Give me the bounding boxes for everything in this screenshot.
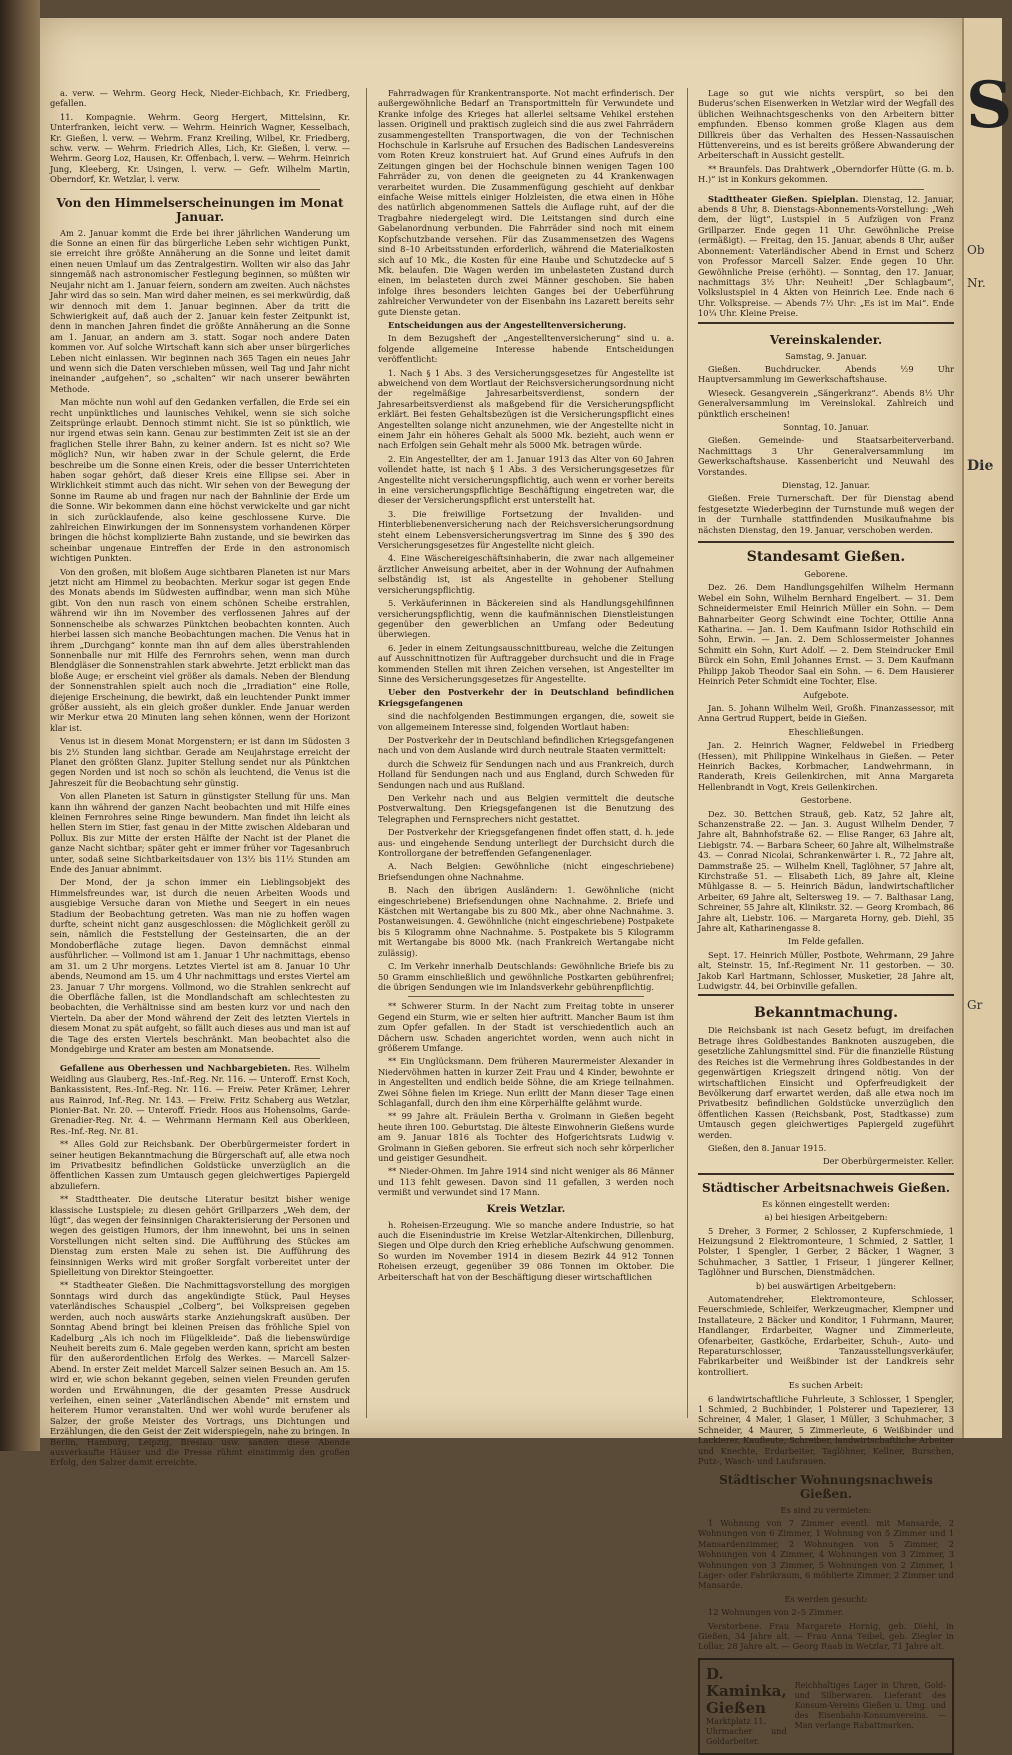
news-item: ** Stadtheater Gießen. Die Nachmittagsvorstellung des morgigen Sonntags wird durch das angekündigte Stück, Paul Heyses vaterländisches Schauspiel „Colberg“, bei Volkspreisen gegeben werden, auch noch auswärts starke Anziehungskraft ausüben. Der Sonntag Abend bringt bei kleinen Preisen das fröhliche Spiel von Kadelburg „Als ich noch im Flügelkleide“. Daß die liebenswürdige Neuheit bereits zum 6. Male gegeben werden kann, spricht am besten für den außerordentlichen Erfolg des Werkes. — Marcell Salzer-Abend. In erster Zeit meldet Marcell Salzer seinen Besuch an. Am 15. wird er, wie schon bekannt gegeben, seinen vielen Freunden gerufen worden und Erwähnungen, die der gesamten Presse Ausdruck verleihen, einen seiner „Vaterländischen Abende“ mit ernstem und heiterem Humor veranstalten. Und wer wohl wurde berufener als Salzer, der große Meister des Vortrags, uns Dichtungen und Erzählungen, die den Geist der Zeit widerspiegeln, nahe zu bringen. In Berlin, Hamburg, Leipzig, Breslau usw. sanden diese Abende ausverkaufte Häuser und die Presse rühmt einstimmig den großen Erfolg, den Salzer damit erreichte. [50,1280,350,1468]
article-headline: Von den Himmelserscheinungen im Monat Januar. [56,195,344,224]
advertisement [698,1658,954,1755]
adjacent-page-fragment: Ob [967,243,985,257]
news-item: Lage so gut wie nichts verspürt, so bei den Buderus’schen Eisenwerken in Wetzlar wird der Wegfall des üblichen Weihnachtsgeschenks von den Arbeitern bitter empfunden. Ebenso kommen große Klagen aus dem Dillkreis über das Verhalten des Hessen-Nassauischen Hüttenvereins, und es ist bereits größere Abwanderung der Arbeiterschaft in Aussicht gestellt. [698,88,954,161]
article-paragraph: Der Postverkehr der Kriegsgefangenen findet offen statt, d. h. jede aus- und eingehende Sendung unterliegt der Durchsicht durch die Kontrollorgane der betreffenden Gefangenenlager. [378,827,674,859]
news-item: ** Ein Unglücksmann. Dem früheren Maurermeister Alexander in Niedervöhmen hatten in kurzer Zeit Frau und 4 Kinder, bewohnte er in Angestellten und endlich beide Söhne, die am Kriege teilnahmen. Zwei Söhne fielen im Kriege. Nun erlitt der Mann dieser Tage einen Schlaganfall, durch den ihm eine Körperhälfte gelähmt wurde. [378,1056,674,1108]
news-item: ** Schwerer Sturm. In der Nacht zum Freitag tobte in unserer Gegend ein Sturm, wie er selten hier auftritt. Mancher Baum ist ihm zum Opfer gefallen. In der Stadt ist verschiedentlich auch an Dächern usw. Schaden angerichtet worden, wenn auch nicht in größerem Umfange. [378,1001,674,1053]
announcement-date: Gießen, den 8. Januar 1915. [708,1142,827,1153]
subheading: Es können eingestellt werden: [762,1198,890,1209]
article-paragraph: Man möchte nun wohl auf den Gedanken verfallen, die Erde sei ein recht unpünktliches und launisches Vehikel, wenn sie sich solche Zeitsprünge erlaubt. Dennoch stimmt nicht. Sie ist so pünktlich, wie nur irgend etwas sein kann. Genau zur bestimmten Zeit ist sie an der fraglichen Stelle ihrer Bahn, zu keiner andern. Ist es nicht so? Wie möglich? Nun, wir haben zwar in der Schule gelernt, die Erde beschreibe um die Sonne einen Kreis, oder die besser Unterrichteten haben sogar gehört, daß dieser Kreis eine Ellipse sei. Aber in Wirklichkeit stimmt auch das nicht. Wir sehen von der Bewegung der Sonne im Raume ab und fragen nur nach der Bahnlinie der Erde um die Sonne. Wir bekommen dann eine höchst verwickelte und gar nicht in sich zurücklaufende, also keine geschlossene Kurve. Die zahlreichen Einwirkungen der im Sonnensystem vorhandenen Körper bringen die höchst komplizierte Bahn zustande, und sie bewirken das scheinbar ungenaue Eintreffen der Erde in den astronomisch wichtigen Punkten. [50,397,350,564]
column-rule [366,88,367,1418]
section-headline: Standesamt Gießen. [746,549,906,566]
announcement-signature: Der Oberbürgermeister. Keller. [822,1156,954,1167]
registry-entry: Jan. 5. Johann Wilhelm Weil, Großh. Finanzassessor, mit Anna Gertrud Ruppert, beide in Gießen. [698,702,954,724]
book-binding [0,0,40,1451]
divider [728,189,924,190]
subheading: Es suchen Arbeit: [788,1380,864,1391]
article-paragraph: C. Im Verkehr innerhalb Deutschlands: Gewöhnliche Briefe bis zu 50 Gramm einschließlich und gewöhnliche Postkarten gebührenfrei; die übrigen Sendungen wie im Inlandsverkehr gebührenpflichtig. [378,961,674,992]
news-item: ** Stadttheater. Die deutsche Literatur besitzt bisher wenige klassische Lustspiele; zu diesen gehört Grillparzers „Weh dem, der lügt“, das wegen der feinsinnigen Charakterisierung der Personen und wegen des geistigen Humors, der ihm innewohnt, bei uns in seinen Vorstellungen nicht selten sind. Die Aufführung des Stückes am Dienstag zum ersten Male zu sehen ist. Die Aufführung des feinsinnigen Werks wird mit großer Sorgfalt vorbereitet unter der Spielleitung von Direktor Steingoetter. [50,1194,350,1278]
listing-text: Automatendreher, Elektromonteure, Schlosser, Feuerschmiede, Schleifer, Werkzeugmacher, Klempner und Installateure, 2 Bäcker und Konditor, 1 Fuhrmann, Maurer, Handlanger, Erdarbeiter, Wagner und Zimmerleute, Ofenarbeiter, Gastköche, Erdarbeiter, Schuh-, Auto- und Reparaturschlosser, Tanzausstellungsverkäufer, Fabrikarbeiter und Weißbinder ist der Landkreis sehr kontrolliert. [698,1294,954,1377]
adjacent-page-edge [962,18,1012,1438]
news-item: ** Alles Gold zur Reichsbank. Der Oberbürgermeister fordert in seiner heutigen Bekanntmachung die Bürgerschaft auf, alle etwa noch im Privatbesitz befindlichen Goldstücke unverzüglich an die öffentlichen Kassen zum Umtausch gegen gleichwertiges Papiergeld abzuliefern. [50,1139,350,1191]
registry-entry: Dez. 26. Dem Handlungsgehilfen Wilhelm Hermann Webel ein Sohn, Wilhelm Bernhard Engelbert. — 31. Dem Schneidermeister Emil Heinrich Müller ein Sohn. — Dem Bahnarbeiter Georg Schwindt eine Tochter, Ottilie Anna Katharina. — Jan. 1. Dem Kaufmann Isidor Rothschild ein Sohn, Erwin. — Jan. 2. Dem Schlossermeister Johannes Schmitt ein Sohn, Kurt Adolf. — 2. Dem Steindrucker Emil Bürck ein Sohn, Emil Johannes Ernst. — 3. Dem Kaufmann Philipp Jakob Theodor Saal ein Sohn. — 6. Dem Hausierer Heinrich Peter Schmidt eine Tochter, Else. [698,582,954,687]
section-headline: Bekanntmachung. [754,1005,898,1022]
subheading: Geborene. [804,569,848,580]
vereinskalender-box [698,322,954,544]
article-paragraph: Am 2. Januar kommt die Erde bei ihrer jährlichen Wanderung um die Sonne an einen für das bürgerliche Leben sehr wichtigen Punkt, sie erreicht ihre größte Annäherung an die Sonne und leitet damit einen neuen Umlauf um das Zentralgestirn. Wollten wir also das Jahr sinngemäß nach astronomischer Festlegung beginnen, so müßten wir Neujahr nicht am 1. Januar feiern, sondern am zweiten. Auch nächstes Jahr wird das so sein. Man wird daher meinen, es sei merkwürdig, daß wir dennoch mit dem 1. Januar beginnen. Aber da tritt die Schwierigkeit auf, daß auch der 2. Januar kein fester Zeitpunkt ist, denn in manchen Jahren findet die größte Annäherung an die Sonne am 1. Januar, an andern am 3. statt. Sogar noch andere Daten kommen vor. Auf solche Wirtschaft kann sich aber unser bürgerliches Leben nicht einlassen. Wir beginnen nach 365 Tagen ein neues Jahr und wenn sich die Daten verschieben müssen, weil Tag und Jahr nicht ineinander „aufgehen“, so „schalten“ wir nach unserer bewährten Methode. [50,227,350,394]
listing-text: 1 Wohnung von 7 Zimmer eventl. mit Mansarde, 2 Wohnungen von 6 Zimmer, 1 Wohnung von 5 Zimmer und 1 Mansardenzimmer, 2 Wohnungen von 5 Zimmer, 2 Wohnungen von 4 Zimmer, 4 Wohnungen von 3 Zimmer, 3 Wohnungen von 3 Zimmer, 5 Wohnungen von 2 Zimmer, 1 Lager- oder Fabrikraum, 6 möblierte Zimmer, 2 Zimmer und Mansarde. [698,1517,954,1591]
subheading: b) bei auswärtigen Arbeitgebern: [755,1280,897,1291]
divider [80,1058,320,1059]
theater-program: Stadttheater Gießen. Spielplan. Dienstag, 12. Januar, abends 8 Uhr, 8. Dienstags-Abonnements-Vorstellung: „Weh dem, der lügt“, Lustspiel in 5 Aufzügen von Franz Grillparzer. Ende gegen 11 Uhr. Gewöhnliche Preise (ermäßigt). — Freitag, den 15. Januar, abends 8 Uhr, außer Abonnement: Vaterländischer Abend in Ernst und Scherz von Professor Marcell Salzer. Ende gegen 10 Uhr. Gewöhnliche Preise (erhöht). — Sonntag, den 17. Januar, nachmittags 3½ Uhr: Neuheit! „Der Schlagbaum“, Volkslustspiel in 4 Akten von Heinrich Lee. Ende nach 6 Uhr. Volkspreise. — Abends 7½ Uhr: „Es ist im Mai“. Ende 10¼ Uhr. Kleine Preise. [698,193,954,319]
article-paragraph: B. Nach den übrigen Ausländern: 1. Gewöhnliche (nicht eingeschriebene) Briefsendungen ohne Nachnahme. 2. Briefe und Kästchen mit Wertangabe bis zu 800 Mk., aber ohne Nachnahme. 3. Postanweisungen. 4. Gewöhnliche (nicht eingeschriebene) Postpakete bis 5 Kilogramm ohne Nachnahme. 5. Postpakete bis 5 Kilogramm mit Wertangabe bis 8000 Mk. (nach Frankreich Wertangabe nicht zulässig). [378,885,674,958]
announcement-text: Die Reichsbank ist nach Gesetz befugt, im dreifachen Betrage ihres Goldbestandes Banknoten auszugeben, die gesetzliche Zahlungsmittel sind. Für die finanzielle Rüstung des Reiches ist die Vermehrung ihres Goldbestandes in der gegenwärtigen Kriegszeit dringend nötig. Von der wirtschaftlichen Einsicht und Opferfreudigkeit der Bevölkerung darf erwartet werden, daß alle etwa noch im Privatbesitz befindlichen Goldstücke unverzüglich den öffentlichen Kassen (Reichsbank, Post, Stadtkasse) zum Umtausch gegen gleichwertiges Papiergeld zugeführt werden. [698,1025,954,1140]
article-paragraph: durch die Schweiz für Sendungen nach und aus Frankreich, durch Holland für Sendungen nach und aus England, durch Schweden für Sendungen nach und aus Rußland. [378,758,674,790]
ad-address: Marktplatz 11. [706,1716,766,1726]
newspaper-page [40,18,962,1746]
news-item: ** 99 Jahre alt. Fräulein Bertha v. Grolmann in Gießen begeht heute ihren 100. Geburtstag. Die älteste Einwohnerin Gießens wurde am 9. Januar 1816 als Tochter des Hofgerichtsrats Ludwig v. Grolmann in Gießen geboren. Sie erfreut sich noch sehr körperlicher und geistiger Gesundheit. [378,1111,674,1163]
subheading: Aufgebote. [803,689,849,700]
news-item: Fahrradwagen für Krankentransporte. Not macht erfinderisch. Der außergewöhnliche Bedarf an Transportmitteln für Verwundete und Kranke infolge des Krieges hat allerlei seltsame Vehikel erstehen lassen. Originell und praktisch zugleich sind die aus zwei Fahrrädern zusammengestellten Transportwagen, die von der Technischen Hochschule in Karlsruhe auf Ersuchen des Badischen Landesvereins vom Roten Kreuz konstruiert hat. Auf Grund eines Aufrufs in den Zeitungen gingen bei der Hochschule binnen wenigen Tagen 100 Fahrräder zu, von denen die geeigneten zu 44 Krankenwagen verarbeitet wurden. Die Zusammenfügung geschieht auf denkbar einfache Weise mittels einiger Holzleisten, die etwa einen in Höhe des natürlich abgenommenen Sattels die Auflage ruht, auf der die Tragbahre niedergelegt wird. Die Leitstangen sind durch eine Gabelanordnung verbunden. Die Fahrräder sind noch mit einem Kopfschutzbande versehen. Für das Zusammensetzen des Wagens sind 8–10 Arbeitsstunden erforderlich, während die Materialkosten sich auf 10 Mk., die Kosten für eine Haube und Schutzdecke auf 5 Mk. belaufen. Die Wagen werden im unbelasteten Zustand durch einen, im belasteten durch zwei Männer geschoben. Sie haben infolge ihres besonders leichten Ganges bei der Ueberführung zahlreicher Verwundeter von der Eisenbahn ins Lazarett bereits sehr gute Dienste getan. [378,88,674,317]
section-headline: Städtischer Arbeitsnachweis Gießen. [702,1180,950,1195]
listing-text: 6 landwirtschaftliche Fuhrleute, 3 Schlosser, 1 Spengler, 1 Schmied, 2 Buchbinder, 1 Polsterer und Tapezierer, 13 Schreiner, 4 Maler, 1 Glaser, 1 Müller, 3 Schuhmacher, 3 Schneider, 4 Maurer, 5 Zimmerleute, 6 Weißbinder und Lackierer, Kaufleute, Schreiber, landwirtschaftliche Arbeiter und Knechte, Erdarbeiter, Taglöhner, Kellner, Burschen, Putz-, Wasch- und Laufsrauen. [698,1393,954,1467]
article-paragraph: In dem Bezugsheft der „Angestelltenversicherung“ sind u. a. folgende allgemeine Interesse habende Entscheidungen veröffentlicht: [378,333,674,365]
news-item-title: Ueber den Postverkehr der in Deutschland befindlichen Kriegsgefangenen [378,687,674,708]
calendar-entry: Wieseck. Gesangverein „Sängerkranz“. Abends 8½ Uhr Generalversammlung im Vereinslokal. Zahlreich und pünktlich erscheinen! [698,387,954,419]
news-item: ** Nieder-Ohmen. Im Jahre 1914 sind nicht weniger als 86 Männer und 113 fehlt gewesen. Davon sind 11 gefallen, 3 werden noch vermißt und verwundet sind 17 Mann. [378,1166,674,1198]
casualty-list: a. verw. — Wehrm. Georg Heck, Nieder-Eichbach, Kr. Friedberg, gefallen. [50,88,350,109]
subheading: Gestorbene. [800,795,852,806]
section-headline: Städtischer Wohnungsnachweis Gießen. [719,1472,933,1501]
article-paragraph: Von den großen, mit bloßem Auge sichtbaren Planeten ist nur Mars jetzt nicht am Himmel zu beobachten. Merkur sogar ist gegen Ende des Monats abends im Südwesten auffindbar, wenn man sich Mühe gibt. Von den nun rasch von einem schönen Scheibe erstrahlen, während wir ihn im November des verflossenen Jahres auf der Sonnenscheibe als schwarzes Pünktchen beobachten konnten. Auch hierbei lassen sich manche Beobachtungen machen. Die Venus hat in ihrem „Durchgang“ konnte man ihn auf dem alles überstrahlenden Sonnenballe nur mit Hilfe des Fernrohrs sehen, wenn man durch Blendgläser die Sonnenstrahlen stark abwehrte. Jetzt erblickt man das bloße Auge; er erscheint viel größer als damals. Neben der Blendung der Sonnenstrahlen spielt auch noch die „Irradiation“ eine Rolle, diejenige Erscheinung, die bewirkt, daß ein leuchtender Punkt immer größer aussieht, als ein gleich großer dunkler. Ende Januar werden wir Merkur etwa 20 Minuten lang sehen können, wenn der Horizont klar ist. [50,566,350,733]
news-item: Verstorbene. Frau Margarete Hornig, geb. Diehl, in Gießen, 34 Jahre alt. — Frau Anna Teibel, geb. Ziegler in Lollar, 28 Jahre alt. — Georg Raab in Wetzlar, 71 Jahre alt. [698,1620,954,1652]
registry-entry: Dez. 30. Bettchen Strauß, geb. Katz, 52 Jahre alt, Schanzenstraße 22. — Jan. 3. August Wilhelm Dender, 7 Jahre alt, Bahnhofstraße 62. — Elise Ranger, 63 Jahre alt, Liebigstr. 74. — Barbara Scheer, 60 Jahre alt, Wilhelmstraße 43. — Conrad Nicolai, Schrankenwärter i. R., 72 Jahre alt, Dammstraße 25. — Wilhelm Knell, Taglöhner, 57 Jahre alt, Kirchstraße 51. — Elisabeth Lich, 89 Jahre alt, Kleine Mühlgasse 8. — 5. Heinrich Bädun, landwirtschaftlicher Arbeiter, 69 Jahre alt, Seltersweg 19. — 7. Balthasar Lang, Schreiner, 55 Jahre alt, Klinikstr. 32. — Georg Krombach, 86 Jahre alt, Liebstr. 106. — Margareta Horny, geb. Diehl, 35 Jahre alt, Katharinengasse 8. [698,808,954,934]
subheading: Im Felde gefallen. [788,936,864,947]
column-2 [378,88,674,1428]
column-rule [687,88,688,1418]
section-headline: Vereinskalender. [769,332,883,347]
ad-business-name: D. Kaminka, Gießen [706,1664,787,1717]
calendar-entry: Gießen. Buchdrucker. Abends ½9 Uhr Hauptversammlung im Gewerkschaftshause. [698,363,954,385]
article-paragraph: 2. Ein Angestellter, der am 1. Januar 1913 das Alter von 60 Jahren vollendet hatte, ist nach § 1 Abs. 3 des Versicherungsgesetzes für Angestellte nicht versicherungspflichtig, auch wenn er vorher bereits in eine versicherungspflichtige Beschäftigung eingetreten war, die dieser der Versicherungspflicht erst unterstellt hat. [378,453,674,506]
article-paragraph: Den Verkehr nach und aus Belgien vermittelt die deutsche Postverwaltung. Den Kriegsgefangenen ist die Benutzung des Telegraphen und Fernsprechers nicht gestattet. [378,793,674,824]
article-paragraph: Von allen Planeten ist Saturn in günstigster Stellung für uns. Man kann ihn während der ganzen Nacht beobachten und mit Hilfe eines kleinen Fernrohres seine Ringe bewundern. Man findet ihn leicht als hellen Stern im Stier, fast genau in der Mitte zwischen Aldebaran und Pollux. Bis zur Mitte der ersten Hälfte der Nacht ist der Planet die ganze Nacht sichtbar; später geht er immer früher vor Tagesanbruch unter, sodaß seine Sichtbarkeitsdauer von 13½ bis 11½ Stunden am Ende des Januar abnimmt. [50,791,350,875]
calendar-date: Dienstag, 12. Januar. [781,480,871,490]
article-paragraph: Der Mond, der ja schon immer ein Lieblingsobjekt des Himmelsfreundes war, ist durch die neuen Arbeiten Woods und ausgiebige Versuche daran von Miethe und Seegert in ein neues Stadium der Beobachtung getreten. Was man nie zu hoffen wagen durfte, scheint nicht ganz ausgeschlossen: die Möglichkeit geröll zu sein, nämlich die Feststellung der Gesteinsarten, die an der Mondoberfläche zutage liegen. Davon demnächst einmal ausführlicher. — Vollmond ist am 1. Januar 1 Uhr nachmittags, ebenso am 31. um 2 Uhr morgens. Letztes Viertel ist am 8. Januar 10 Uhr abends, Neumond am 15. um 4 Uhr nachmittags und erstes Viertel am 23. Januar 7 Uhr morgens. Vollmond, wo die Strahlen senkrecht auf die Oberfläche fallen, ist die Mondlandschaft am schlechtesten zu beobachten, die Verhältnisse sind am besten kurz vor und nach den Vierteln. Da aber der Mond während der Zeit des letzten Viertels in diesem Monat zu spät aufgeht, so fällt auch dieses aus und man ist auf die Tage des ersten Viertels beschränkt. Man beobachtet also die Mondgebirge und Krater am besten am Monatsende. [50,877,350,1054]
article-paragraph: Venus ist in diesem Monat Morgenstern; er ist dann im Südosten 3 bis 2½ Stunden lang sichtbar. Gerade am Neujahrstage erreicht der Planet den größten Glanz. Jupiter Stellung sendet nur als Pünktchen gegen Norden und ist noch so schön als leuchtend, die Venus ist die Jahreszeit für die Beobachtung sehr günstig. [50,736,350,788]
registry-entry: Jan. 2. Heinrich Wagner, Feldwebel in Friedberg (Hessen), mit Philippine Winkelhaus in Gießen. — Peter Heinrich Backes, Korbmacher, Landwehrmann, in Randerath, Kreis Geilenkirchen, mit Anna Margareta Hellenbrandt in Vogt, Kreis Geilenkirchen. [698,740,954,792]
subheading: Eheschließungen. [788,726,864,737]
divider [80,189,320,190]
bekanntmachung-box [698,994,954,1174]
subheading: Es sind zu vermieten: [780,1504,872,1515]
divider [408,996,644,997]
listing-text: 5 Dreher, 3 Former, 2 Schlosser, 2 Kupferschmiede, 1 Heizungsund 2 Elektromonteure, 1 Schmied, 2 Sattler, 1 Polster, 1 Spengler, 1 Gerber, 2 Bäcker, 1 Wagner, 3 Schuhmacher, 3 Sattler, 1 Friseur, 1 jüngerer Kellner, Taglöhner und Burschen, Dienstmädchen. [698,1225,954,1278]
news-item: ** Braunfels. Das Drahtwerk „Oberndorfer Hütte (G. m. b. H.)“ ist in Konkurs gekommen. [698,163,954,185]
calendar-entry: Gießen. Freie Turnerschaft. Der für Dienstag abend festgesetzte Wiederbeginn der Turnstunde muß wegen der in der Turnhalle stattfindenden Musikaufnahme bis nächsten Dienstag, den 19. Januar, verschoben werden. [698,493,954,535]
news-item: h. Roheisen-Erzeugung. Wie so manche andere Industrie, so hat auch die Eisenindustrie im Kreise Wetzlar-Altenkirchen, Dillenburg, Siegen und Olpe durch den Krieg erhebliche Aufschwung genommen. So wurden im November 1914 in diesem Bezirk 44 912 Tonnen Roheisen erzeugt, gegenüber 39 086 Tonnen im Oktober. Die Arbeiterschaft hat von der Beschäftigung dieser wirtschaftlichen [378,1219,674,1282]
news-item-title: Entscheidungen aus der Angestelltenversicherung. [388,319,627,330]
article-paragraph: 5. Verkäuferinnen in Bäckereien sind als Handlungsgehilfinnen versicherungspflichtig, wenn die kaufmännischen Dienstleistungen gegenüber den gewerblichen an Umfang oder Bedeutung überwiegen. [378,598,674,640]
adjacent-page-fragment: Nr. [967,276,986,290]
section-headline: Kreis Wetzlar. [486,1203,566,1215]
calendar-entry: Gießen. Gemeinde- und Staatsarbeiterverband. Nachmittags 3 Uhr Generalversammlung im Gewerkschaftshause. Kassenbericht und Neuwahl des Vorstandes. [698,435,954,477]
column-1 [50,88,351,1468]
ad-trade: Uhrmacher und Goldarbeiter. [706,1726,787,1746]
article-paragraph: 6. Jeder in einem Zeitungsausschnittbureau, welche die Zeitungen auf Ausschnittnotizen für Auftraggeber durchsucht und die in Frage kommenden Stellen mit ihren Zeichen versehen, ist Angestellter im Sinne des Versicherungsgesetzes für Angestellte. [378,642,674,684]
registry-entry: Sept. 17. Heinrich Müller, Postbote, Wehrmann, 29 Jahre alt, Steinstr. 15, Inf.-Regiment Nr. 11 gestorben. — 30. Jakob Karl Hartmann, Schlosser, Musketier, 28 Jahre alt, Ludwigstr. 44, bei Orbinville gefallen. [698,949,954,992]
article-paragraph: Der Postverkehr der in Deutschland befindlichen Kriegsgefangenen nach und von dem Auslande wird durch neutrale Staaten vermittelt: [378,734,674,756]
subheading: Es werden gesucht: [784,1593,868,1604]
article-paragraph: sind die nachfolgenden Bestimmungen ergangen, die, soweit sie von allgemeinem Interesse sind, folgenden Wortlaut haben: [378,711,674,732]
section-title: Gefallene aus Oberhessen und Nachbargebieten. Res. Wilhelm Weidling aus Glauberg, Res.-Inf.-Reg. Nr. 116. — Unteroff. Ernst Koch, Bankassistent, Res.-Inf.-Reg. Nr. 116. — Freiw. Peter Krämer, Lehrer aus Rainrod, Inf.-Reg. Nr. 143. — Freiw. Fritz Schaberg aus Wetzlar, Pionier-Bat. Nr. 20. — Unteroff. Friedr. Hoos aus Hohensolms, Garde-Grenadier-Reg. Nr. 4. — Wehrmann Hermann Keil aus Oberkleen, Res.-Inf.-Reg. Nr. 81. [50,1063,351,1136]
article-paragraph: 3. Die freiwillige Fortsetzung der Invaliden- und Hinterbliebenenversicherung nach der Reichsversicherungsordnung steht einem Lebensversicherungsvertrag im Sinne des § 390 des Versicherungsgesetzes für Angestellte nicht gleich. [378,508,674,551]
ad-left [706,1666,787,1747]
calendar-date: Sonntag, 10. Januar. [783,421,869,432]
adjacent-page-fragment: Die [967,458,994,474]
casualty-list: 11. Kompagnie. Wehrm. Georg Hergert, Mittelsinn, Kr. Unterfranken, leicht verw. — Wehrm. Heinrich Wagner, Kesselbach, Kr. Gießen, l. verw. — Wehrm. Franz Kreiling, Wilbel, Kr. Friedberg, schw. verw. — Wehrm. Friedrich Alles, Lich, Kr. Gießen, l. verw. — Wehrm. Georg Loz, Hausen, Kr. Offenbach, l. verw. — Wehrm. Heinrich Jung, Kleeberg, Kr. Usingen, l. verw. — Gefr. Wilhelm Martin, Oberndorf, Kr. Wetzlar, l. verw. [50,111,350,185]
adjacent-page-fragment: Gr [967,998,983,1012]
ad-right-text: Reichhaltiges Lager in Uhren, Gold- und Silberwaren. Lieferant des Konsum-Vereins Gießen u. Umg. und des Eisenbahn-Konsumvereins. — Man verlange Rabattmarken. [794,1681,946,1731]
column-3 [698,88,954,1746]
subheading: a) bei hiesigen Arbeitgebern: [764,1212,888,1223]
article-paragraph: A. Nach Belgien: Gewöhnliche (nicht eingeschriebene) Briefsendungen ohne Nachnahme. [378,861,674,882]
calendar-date: Samstag, 9. Januar. [785,350,867,361]
article-paragraph: 4. Eine Wäschereigeschäftsinhaberin, die zwar nach allgemeiner ärztlicher Anweisung arbeitet, aber in der Wohnung der Aufnahmen selbständig ist, ist als Angestellte in gehobener Stellung versicherungspflichtig. [378,553,674,595]
article-paragraph: 1. Nach § 1 Abs. 3 des Versicherungsgesetzes für Angestellte ist abweichend von dem Wortlaut der Reichsversicherungsordnung nicht der regelmäßige Jahresarbeitsverdienst, sondern der Jahresarbeitsverdienst als maßgebend für die Versicherungspflicht erklärt. Bei festen Gehaltsbezügen ist die Versicherungspflicht eines Angestellten solange nicht anzunehmen, wie der Angestellte nicht in einem Jahr ein höheres Gehalt als 5000 Mk. bezieht, auch wenn er nach Erfolgen sein Gehalt mehr als 5000 Mk. betragen würde. [378,367,674,451]
adjacent-page-letter: S [966,68,1012,143]
listing-text: 12 Wohnungen von 2–5 Zimmer. [708,1607,844,1618]
